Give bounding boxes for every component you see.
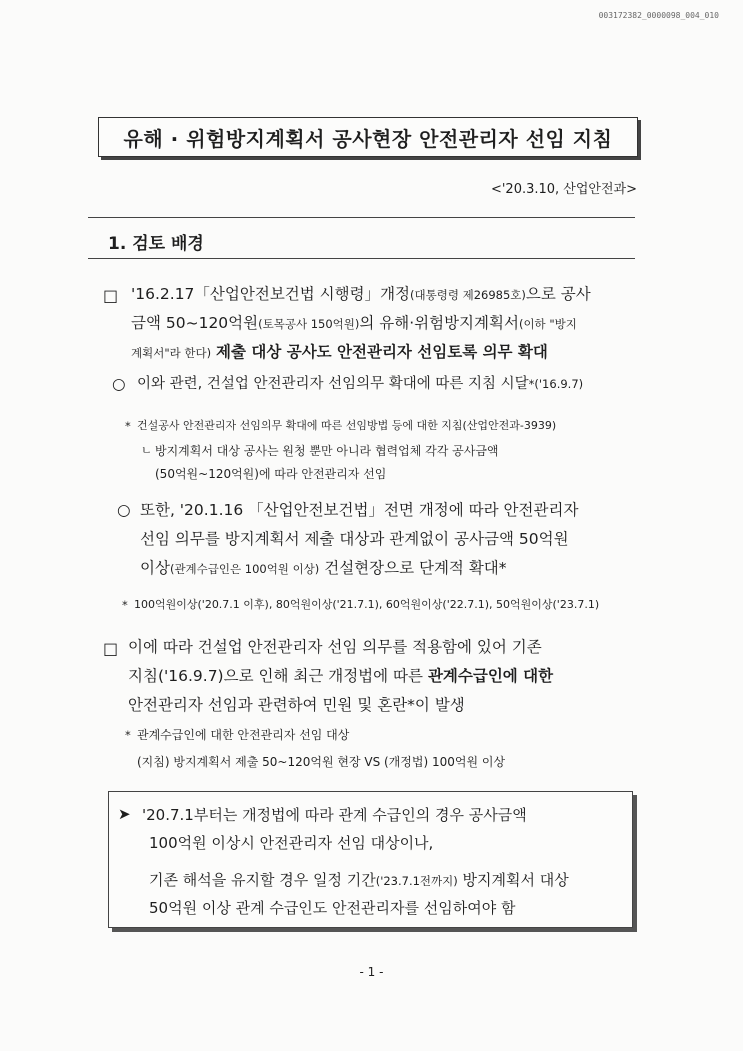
p1-line1	[131, 287, 591, 303]
text: 계획서"라 한다)	[131, 346, 212, 360]
text: 관계수급인에 대한	[427, 667, 554, 685]
c2-line1: 또한, '20.1.16 「산업안전보건법」전면 개정에 따라 안전관리자	[140, 501, 579, 519]
circle-bullet: ○	[117, 501, 131, 519]
circle-bullet: ○	[112, 375, 126, 393]
text: 방지계획서 대상	[462, 871, 569, 889]
callout-line1: '20.7.1부터는 개정법에 따라 관계 수급인의 경우 공사금액	[142, 806, 527, 824]
page-title: 유해 · 위험방지계획서 공사현장 안전관리자 선임 지침	[123, 126, 613, 151]
n2-note: 100억원이상('20.7.1 이후), 80억원이상('21.7.1), 60억원이상('22.7.1), 50억원이상('23.7.1)	[134, 598, 600, 611]
section-rule-bottom	[88, 258, 635, 259]
n3-line2: (지침) 방지계획서 제출 50~120억원 현장 VS (개정법) 100억원 이상	[137, 755, 506, 769]
text: (관계수급인은 100억원 이상)	[169, 562, 320, 576]
p2-line2	[128, 669, 553, 685]
text: *('16.9.7)	[528, 377, 584, 391]
text: 기존 해석을 유지할 경우 일정 기간	[149, 871, 376, 889]
callout-line2: 100억원 이상시 안전관리자 선임 대상이나,	[149, 834, 434, 852]
callout-line3	[149, 869, 569, 890]
page-number: - 1 -	[359, 965, 384, 979]
arrow-icon: ➤	[118, 805, 131, 823]
text: 의 유해·위험방지계획서	[359, 314, 519, 332]
c1-line	[137, 377, 583, 392]
text: 금액 50~120억원	[131, 314, 259, 332]
text: (이하 "방지	[518, 317, 577, 331]
square-bullet: □	[103, 639, 119, 658]
note-marker: *	[125, 419, 131, 433]
text: 이상	[140, 559, 170, 577]
callout-box	[108, 791, 633, 928]
title-box	[98, 117, 638, 157]
date-department: <'20.3.10, 산업안전과>	[490, 182, 637, 197]
text: 으로 공사	[525, 285, 591, 303]
text: 이와 관련, 건설업 안전관리자 선임의무 확대에 따른 지침 시달	[137, 376, 529, 392]
n1-sub1: 방지계획서 대상 공사는 원청 뿐만 아니라 협력업체 각각 공사금액	[155, 444, 499, 458]
c2-line3	[140, 561, 507, 577]
n1-sub2: (50억원~120억원)에 따라 안전관리자 선임	[155, 467, 387, 481]
p1-line3	[131, 345, 548, 361]
text: (토목공사 150억원)	[258, 317, 360, 331]
text: (대통령령 제26985호)	[410, 288, 526, 302]
text: 건설현장으로 단계적 확대*	[324, 559, 507, 577]
section-rule-top	[88, 217, 635, 218]
text: 지침('16.9.7)으로 인해 최근 개정법에 따른	[128, 667, 423, 685]
square-bullet: □	[103, 286, 119, 305]
section-heading: 1. 검토 배경	[108, 234, 204, 254]
p2-line1: 이에 따라 건설업 안전관리자 선임 의무를 적용함에 있어 기존	[128, 638, 542, 656]
c2-line2: 선임 의무를 방지계획서 제출 대상과 관계없이 공사금액 50억원	[140, 530, 569, 548]
sub-arrow-icon: ㄴ	[141, 443, 153, 457]
note-marker: *	[125, 728, 131, 742]
n3-line1: 관계수급인에 대한 안전관리자 선임 대상	[137, 728, 350, 742]
p1-line2	[131, 316, 577, 332]
n1-note: 건설공사 안전관리자 선임의무 확대에 따른 선임방법 등에 대한 지침(산업안전과-3939)	[137, 419, 557, 432]
document-id: 003172382_0000098_004_010	[598, 11, 719, 20]
text: ('23.7.1전까지)	[375, 874, 458, 888]
note-marker: *	[122, 598, 128, 612]
callout-line4: 50억원 이상 관계 수급인도 안전관리자를 선임하여야 함	[149, 899, 516, 917]
text: 제출 대상 공사도 안전관리자 선임토록 의무 확대	[216, 343, 548, 361]
text: '16.2.17「산업안전보건법 시행령」개정	[131, 285, 411, 303]
p2-line3: 안전관리자 선임과 관련하여 민원 및 혼란*이 발생	[128, 696, 465, 714]
